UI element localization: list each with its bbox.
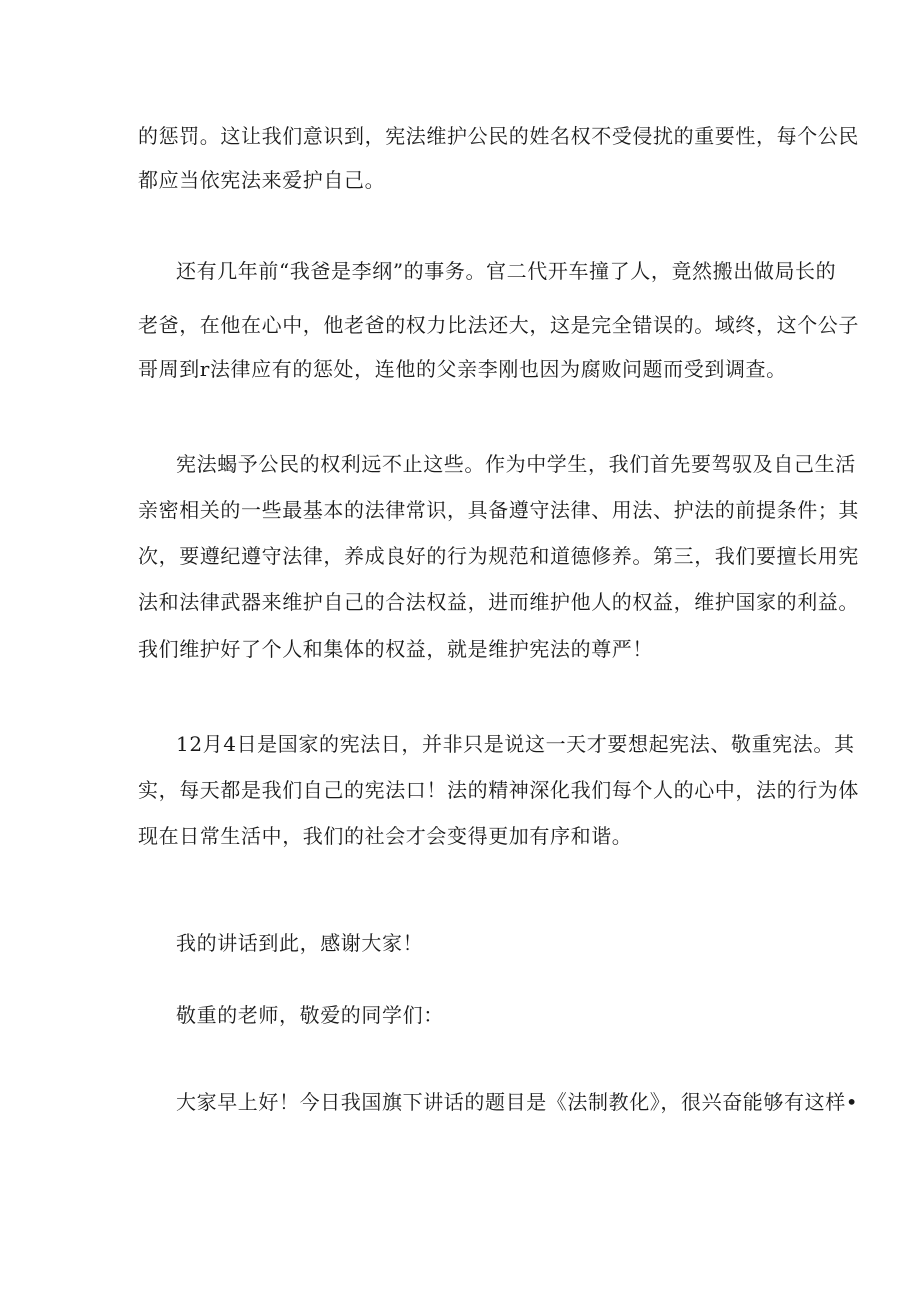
paragraph-line: 哥周到r法律应有的惩处，连他的父亲李刚也因为腐败问题而受到调查。 — [138, 357, 787, 381]
paragraph-line: 次，要遵纪遵守法律，养成良好的行为规范和道德修养。第三，我们要擅长用宪 — [138, 544, 859, 568]
paragraph-line: 宪法蝎予公民的权利远不止这些。作为中学生，我们首先要驾驭及自己生活 — [176, 452, 856, 476]
paragraph-line: 现在日常生活中，我们的社会才会变得更加有序和谐。 — [138, 824, 633, 848]
paragraph-line: 我的讲话到此，感谢大家！ — [176, 931, 424, 955]
paragraph-line: 实，每天都是我们自己的宪法口！法的精神深化我们每个人的心中，法的行为体 — [138, 778, 859, 802]
paragraph-line: 还有几年前“我爸是李纲”的事务。官二代开车撞了人，竟然搬出做局长的 — [176, 259, 837, 283]
paragraph-line: 亲密相关的一些最基本的法律常识，具备遵守法律、用法、护法的前提条件；其 — [138, 498, 859, 522]
paragraph-line: 大家早上好！今日我国旗下讲话的题目是《法制教化》，很兴奋能够有这样• — [176, 1090, 859, 1114]
paragraph-line: 都应当依宪法来爱护自己。 — [138, 168, 386, 192]
paragraph-line: 老爸，在他在心中，他老爸的权力比法还大，这是完全错误的。域终，这个公子 — [138, 313, 859, 337]
paragraph-line: 法和法律武器来维护自己的合法权益，进而维护他人的权益，维护国家的利益。 — [138, 590, 859, 614]
paragraph-line: 12月4日是国家的宪法日，并非只是说这一天才要想起宪法、敬重宪法。其 — [176, 732, 855, 756]
paragraph-line: 敬重的老师，敬爱的同学们： — [176, 1003, 444, 1027]
paragraph-line: 我们维护好了个人和集体的权益，就是维护宪法的尊严！ — [138, 637, 653, 661]
paragraph-line: 的惩罚。这让我们意识到，宪法维护公民的姓名权不受侵扰的重要性，每个公民 — [138, 124, 859, 148]
